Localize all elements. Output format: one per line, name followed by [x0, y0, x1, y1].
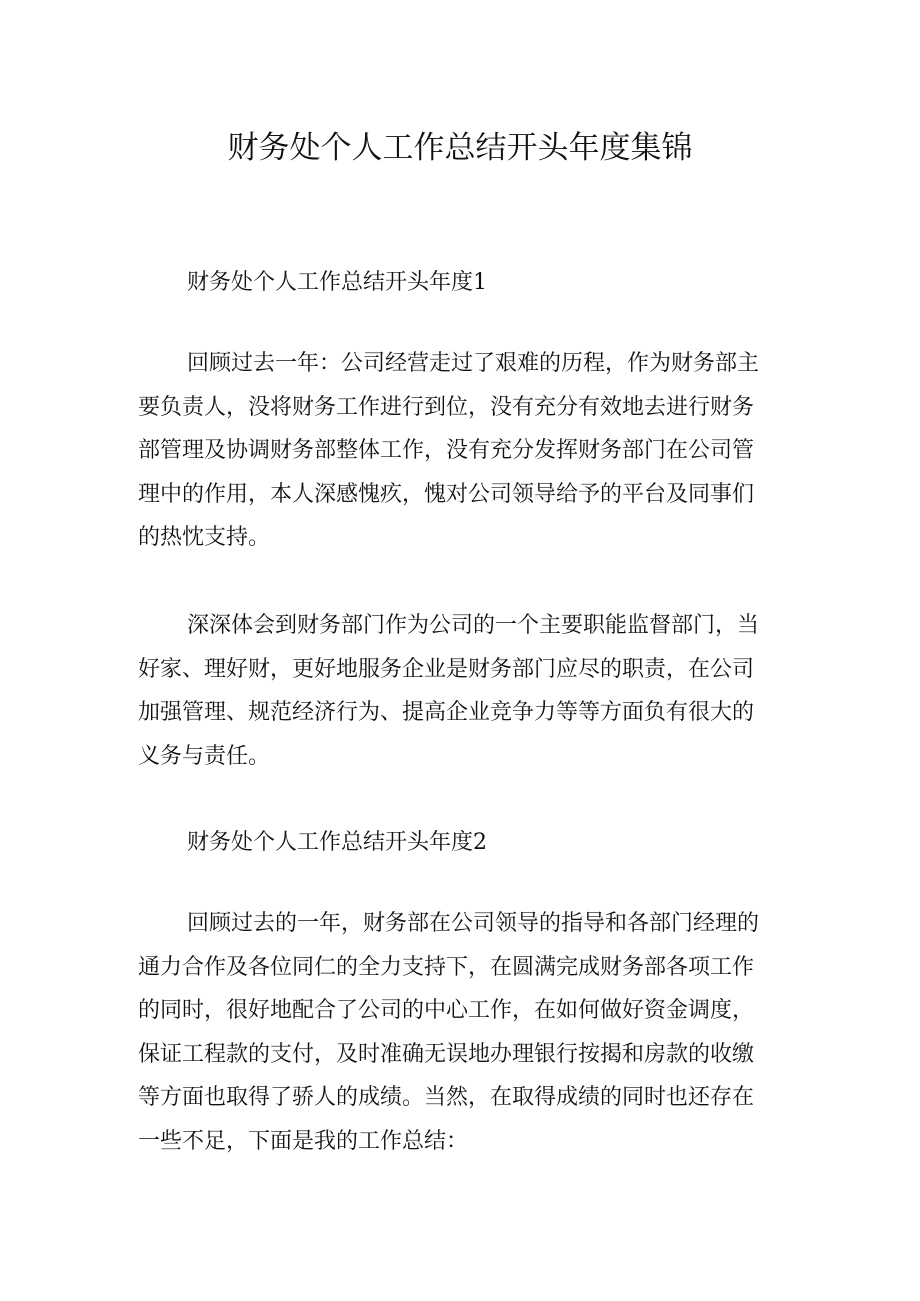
document-title: 财务处个人工作总结开头年度集锦	[227, 130, 693, 166]
paragraph-line: 部管理及协调财务部整体工作，没有充分发挥财务部门在公司管	[138, 438, 755, 463]
section-heading-1: 财务处个人工作总结开头年度1	[187, 270, 487, 295]
paragraph-line: 义务与责任。	[138, 743, 271, 769]
paragraph-line: 好家、理好财，更好地服务企业是财务部门应尽的职责，在公司	[138, 656, 755, 682]
paragraph-line: 保证工程款的支付，及时准确无误地办理银行按揭和房款的收缴	[138, 1041, 755, 1067]
paragraph-3	[138, 902, 798, 1163]
paragraph-line: 等方面也取得了骄人的成绩。当然，在取得成绩的同时也还存在	[138, 1085, 755, 1110]
paragraph-line: 一些不足，下面是我的工作总结：	[138, 1128, 469, 1154]
paragraph-line: 回顾过去一年：公司经营走过了艰难的历程，作为财务部主	[187, 351, 760, 376]
paragraph-1	[138, 342, 798, 560]
paragraph-line: 深深体会到财务部门作为公司的一个主要职能监督部门，当	[187, 613, 760, 638]
paragraph-line: 回顾过去的一年，财务部在公司领导的指导和各部门经理的	[187, 911, 760, 936]
paragraph-line: 加强管理、规范经济行为、提高企业竞争力等等方面负有很大的	[138, 700, 755, 725]
paragraph-line: 的同时，很好地配合了公司的中心工作，在如何做好资金调度，	[138, 998, 755, 1023]
paragraph-line: 的热忱支持。	[138, 525, 271, 550]
paragraph-line: 理中的作用，本人深感愧疚，愧对公司领导给予的平台及同事们	[138, 481, 755, 507]
section-heading-2: 财务处个人工作总结开头年度2	[187, 830, 487, 855]
paragraph-line: 要负责人，没将财务工作进行到位，没有充分有效地去进行财务	[138, 394, 755, 420]
paragraph-2	[138, 604, 798, 778]
paragraph-line: 通力合作及各位同仁的全力支持下，在圆满完成财务部各项工作	[138, 954, 755, 980]
